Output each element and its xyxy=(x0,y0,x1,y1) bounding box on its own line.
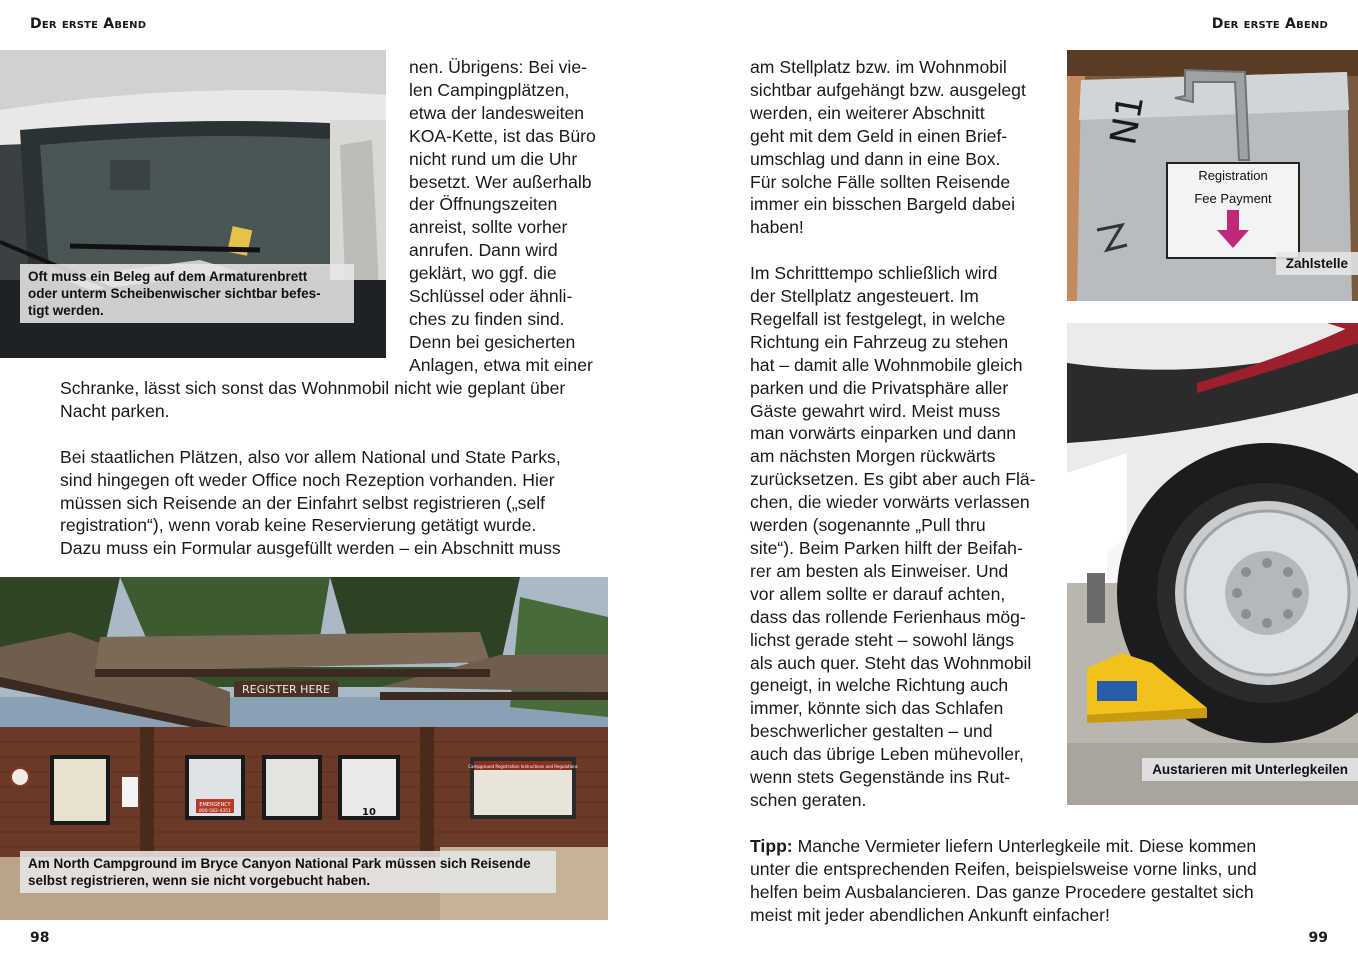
wheel-illustration xyxy=(1067,323,1358,805)
text-line: chen, die wieder vorwärts verlassen xyxy=(750,492,1030,513)
text-line: Denn bei gesicherten xyxy=(409,331,576,352)
photo-wheel-chock xyxy=(1067,323,1358,805)
text-line: besetzt. Wer außerhalb xyxy=(409,171,592,192)
photo-register-caption: Am North Campground im Bryce Canyon National Park müssen sich Reisende selbst registrieren, wenn sie nicht vorgebucht haben. xyxy=(20,851,556,893)
text-line: parken und die Privatsphäre aller xyxy=(750,377,1009,398)
emergency-text: EMERGENCY xyxy=(199,802,231,808)
speed-sign-text: 10 xyxy=(362,807,376,818)
right-body-text xyxy=(750,56,1043,812)
text-line: sichtbar aufgehängt bzw. ausgelegt xyxy=(750,79,1026,100)
text-line: nen. Übrigens: Bei vie- xyxy=(409,57,587,77)
text-line: KOA-Kette, ist das Büro xyxy=(409,125,596,146)
text-line: als auch quer. Steht das Wohnmobil xyxy=(750,652,1032,673)
text-line: auch das übrige Leben mühevoller, xyxy=(750,744,1024,765)
text-line: dass das rollende Ferienhaus mög- xyxy=(750,606,1026,627)
board-title: Campground Registration Instructions and Regulations xyxy=(468,764,578,769)
text-line: geklärt, wo ggf. die xyxy=(409,263,557,284)
text-line: Gäste gewahrt wird. Meist muss xyxy=(750,400,1001,421)
page-number-right: 99 xyxy=(1308,930,1328,946)
text-line: werden, ein weiterer Abschnitt xyxy=(750,102,985,123)
text-line: lichst gerade steht – sowohl längs xyxy=(750,629,1015,650)
text-line: vor allem sollte er darauf achten, xyxy=(750,583,1006,604)
tip-label: Tipp: xyxy=(750,836,793,856)
left-body-text-narrow xyxy=(409,56,608,377)
text-line: Schranke, lässt sich sonst das Wohnmobil nicht wie geplant über xyxy=(60,378,566,398)
photo-dashboard-caption: Oft muss ein Beleg auf dem Armaturenbrett oder unterm Scheibenwischer sichtbar befes- tigt werden. xyxy=(20,264,354,323)
running-header-right: Der erste Abend xyxy=(1211,16,1328,32)
text-line: geneigt, in welche Richtung auch xyxy=(750,675,1009,696)
text-line: etwa der landesweiten xyxy=(409,102,585,123)
text-line: ches zu finden sind. xyxy=(409,308,565,329)
text-line: umschlag und dann in eine Box. xyxy=(750,148,1001,169)
photo-register-here xyxy=(0,577,608,920)
text-line: registration“), wenn vorab keine Reservierung getätigt wurde. xyxy=(60,515,537,536)
payment-label-line2: Fee Payment xyxy=(1194,191,1272,206)
box-mark: N1 xyxy=(1103,91,1153,149)
text-line: Anlagen, etwa mit einer xyxy=(409,354,593,375)
text-line: site“). Beim Parken hilft der Beifah- xyxy=(750,538,1023,559)
text-line: immer, könnte sich das Schlafen xyxy=(750,698,1004,719)
text-line: Tipp: Manche Vermieter liefern Unterlegkeile mit. Diese kommen xyxy=(750,836,1257,856)
text-line: der Öffnungszeiten xyxy=(409,194,558,215)
text-line: am Stellplatz bzw. im Wohnmobil xyxy=(750,57,1007,77)
text-line: am nächsten Morgen rückwärts xyxy=(750,446,996,467)
text-line: geht mit dem Geld in einen Brief- xyxy=(750,125,1008,146)
text-line: Regelfall ist festgelegt, in welche xyxy=(750,308,1006,329)
emergency-phone: 800-582-4351 xyxy=(199,809,231,814)
text-line: helfen beim Ausbalancieren. Das ganze Procedere gestaltet sich xyxy=(750,881,1254,902)
text-line: Im Schritttempo schließlich wird xyxy=(750,263,998,284)
text-line: rer am besten als Einweiser. Und xyxy=(750,560,1009,581)
page-number-left: 98 xyxy=(30,930,50,946)
text-line: der Stellplatz angesteuert. Im xyxy=(750,286,979,307)
text-line: len Campingplätzen, xyxy=(409,79,570,100)
text-line: Dazu muss ein Formular ausgefüllt werden – ein Abschnitt muss xyxy=(60,538,561,559)
text-line: Bei staatlichen Plätzen, also vor allem National und State Parks, xyxy=(60,446,561,467)
text-line: sind hingegen oft weder Office noch Rezeption vorhanden. Hier xyxy=(60,469,555,490)
text-line: anrufen. Dann wird xyxy=(409,240,558,261)
text-line: unter die entsprechenden Reifen, beispielsweise vorne links, und xyxy=(750,858,1257,879)
running-header-left: Der erste Abend xyxy=(30,16,147,32)
left-body-text-wide xyxy=(60,377,608,560)
text-line: anreist, sollte vorher xyxy=(409,217,568,238)
text-line: meist mit jeder abendlichen Ankunft einfacher! xyxy=(750,904,1110,925)
text-line: nicht rund um die Uhr xyxy=(409,148,578,169)
text-line: zurücksetzen. Es gibt aber auch Flä- xyxy=(750,469,1036,490)
text-line: hat – damit alle Wohnmobile gleich xyxy=(750,354,1023,375)
text-line: schen geraten. xyxy=(750,789,867,810)
text-line: haben! xyxy=(750,217,804,238)
text-line: wenn stets Gegenstände ins Rut- xyxy=(750,767,1011,788)
text-line: beschwerlicher gestalten – und xyxy=(750,721,993,742)
photo-payment-box xyxy=(1067,50,1358,301)
text-line: Nacht parken. xyxy=(60,400,170,421)
text-line: man vorwärts einparken und dann xyxy=(750,423,1017,444)
text-line: müssen sich Reisende an der Einfahrt selbst registrieren („self xyxy=(60,492,546,513)
photo-wheel-chock-caption: Austarieren mit Unterlegkeilen xyxy=(1142,758,1358,781)
text-line: Richtung ein Fahrzeug zu stehen xyxy=(750,331,1009,352)
text-line: Schlüssel oder ähnli- xyxy=(409,286,573,307)
text-line: Für solche Fälle sollten Reisende xyxy=(750,171,1011,192)
photo-dashboard xyxy=(0,50,386,358)
text-line: immer ein bisschen Bargeld dabei xyxy=(750,194,1016,215)
text-line: werden (sogenannte „Pull thru xyxy=(750,515,986,536)
payment-label-line1: Registration xyxy=(1198,168,1268,183)
register-sign-text: REGISTER HERE xyxy=(242,683,330,696)
photo-payment-box-caption: Zahlstelle xyxy=(1276,252,1358,275)
tip-box xyxy=(750,835,1299,927)
